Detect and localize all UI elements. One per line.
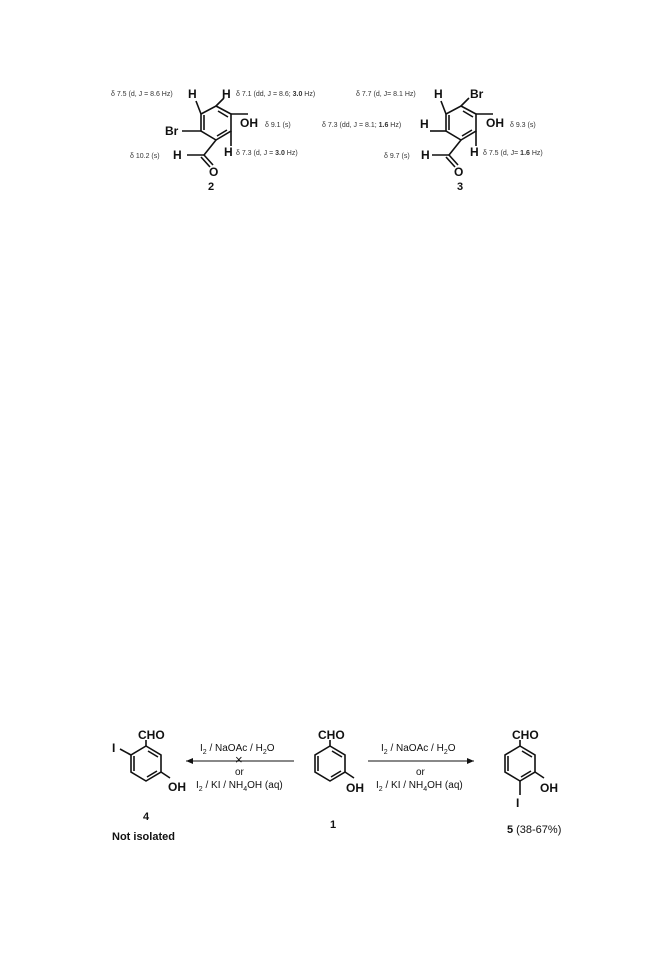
compound-2-structure (111, 87, 315, 193)
atom-i: I (112, 741, 116, 755)
nmr-label: δ 7.5 (d, J= 1.6 Hz) (483, 150, 543, 157)
atom-i: I (516, 796, 520, 810)
compound-1-structure (315, 728, 364, 831)
atom-h: H (470, 145, 479, 159)
nmr-label: δ 7.3 (dd, J = 8.1; 1.6 Hz) (322, 122, 402, 129)
arrow-head (186, 758, 193, 764)
atom-oh: OH (240, 116, 258, 130)
left-reaction-arrow (186, 743, 294, 793)
or-label: or (235, 767, 244, 778)
cross-mark: × (235, 752, 243, 767)
compound-4-structure (112, 728, 186, 843)
atom-cho: CHO (512, 728, 539, 742)
nmr-label: δ 7.7 (d, J= 8.1 Hz) (356, 91, 416, 98)
not-isolated-note: Not isolated (112, 831, 175, 843)
atom-h: H (173, 148, 182, 162)
bond-h (441, 101, 446, 114)
atom-h: H (420, 117, 429, 131)
atom-cho: CHO (318, 728, 345, 742)
benzene-ring (131, 746, 161, 781)
atom-o: O (454, 165, 464, 179)
reaction-condition: $I_2$ / KI / $NH_4OH$ (aq) (196, 780, 283, 793)
atom-h: H (434, 87, 443, 101)
nmr-label: δ 9.1 (s) (265, 122, 291, 129)
arrow-head (467, 758, 474, 764)
atom-h: H (222, 87, 231, 101)
nmr-label: δ 9.3 (s) (510, 122, 536, 129)
nmr-label: δ 7.5 (d, J = 8.6 Hz) (111, 91, 173, 98)
atom-oh: OH (486, 116, 504, 130)
nmr-label: δ 10.2 (s) (130, 153, 160, 160)
bond-co (204, 155, 213, 165)
compound-number: 1 (330, 819, 337, 831)
bond-oh (161, 772, 170, 778)
bond-h (196, 101, 201, 114)
atom-h: H (224, 145, 233, 159)
bond-br (461, 98, 469, 106)
compound-number: 5 (507, 824, 514, 836)
compound-number (507, 824, 561, 836)
benzene-ring (201, 106, 231, 140)
atom-h: H (421, 148, 430, 162)
compound-3-structure (322, 87, 543, 193)
bond-cho (204, 140, 216, 155)
compound-5-structure (505, 728, 561, 836)
bond-oh (535, 772, 544, 778)
right-reaction-arrow (368, 743, 474, 793)
bond-oh (345, 772, 354, 778)
reaction-condition: $I_2$ / NaOAc / $H_2O$ (200, 743, 275, 756)
atom-oh: OH (346, 781, 364, 795)
atom-br: Br (165, 124, 179, 138)
atom-o: O (209, 165, 219, 179)
bond-i (120, 749, 131, 755)
reaction-condition: $I_2$ / NaOAc / $H_2O$ (381, 743, 456, 756)
compound-number: 3 (457, 181, 464, 193)
atom-cho: CHO (138, 728, 165, 742)
compound-number: 4 (143, 811, 150, 823)
benzene-ring (315, 746, 345, 781)
benzene-ring (505, 746, 535, 781)
nmr-label: δ 7.3 (d, J = 3.0 Hz) (236, 150, 298, 157)
atom-oh: OH (540, 781, 558, 795)
benzene-ring (446, 106, 476, 140)
atom-h: H (188, 87, 197, 101)
compound-number: 2 (208, 181, 215, 193)
bond-cho (449, 140, 461, 155)
reaction-condition: $I_2$ / KI / $NH_4OH$ (aq) (376, 780, 463, 793)
nmr-label: δ 9.7 (s) (384, 153, 410, 160)
nmr-label: δ 7.1 (dd, J = 8.6; 3.0 Hz) (236, 91, 316, 98)
bond-co (449, 155, 458, 165)
yield: (38-67%) (516, 824, 562, 836)
atom-oh: OH (168, 780, 186, 794)
or-label: or (416, 767, 425, 778)
atom-br: Br (470, 87, 484, 101)
